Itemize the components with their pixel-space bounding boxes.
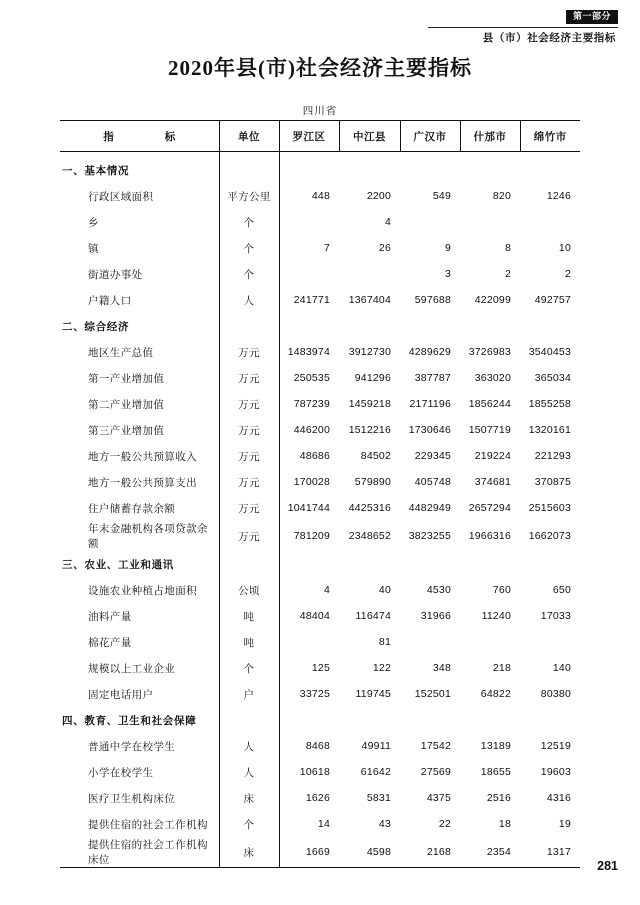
value-cell: 1041744 (287, 502, 330, 514)
unit-cell: 人 (219, 287, 279, 313)
indicator-label: 提供住宿的社会工作机构床位 (60, 837, 219, 867)
value-cell: 116474 (355, 610, 391, 622)
value-cell: 19 (558, 818, 571, 830)
value-cell: 405748 (414, 476, 451, 488)
value-cell: 218 (492, 662, 511, 674)
table-row (60, 469, 580, 495)
unit-cell: 平方公里 (219, 183, 279, 209)
unit-cell: 个 (219, 655, 279, 681)
table-row (60, 209, 580, 235)
value-cell: 170028 (293, 476, 330, 488)
value-cell (400, 707, 460, 733)
indicator-label: 地方一般公共预算支出 (60, 469, 219, 495)
value-cell: 941296 (354, 372, 391, 384)
value-cell: 1512216 (348, 424, 391, 436)
unit-cell: 人 (219, 733, 279, 759)
value-cell: 1855258 (528, 398, 571, 410)
indicator-label: 普通中学在校学生 (60, 733, 219, 759)
indicator-label: 设施农业种植占地面积 (60, 577, 219, 603)
table-section-row (60, 152, 580, 184)
section-label: 一、基本情况 (60, 152, 219, 184)
value-cell (460, 209, 520, 235)
indicator-label: 街道办事处 (60, 261, 219, 287)
indicator-label: 提供住宿的社会工作机构 (60, 811, 219, 837)
part-badge: 第一部分 (566, 10, 618, 24)
value-cell (279, 313, 339, 339)
value-cell: 40 (378, 584, 391, 596)
value-cell: 579890 (354, 476, 391, 488)
unit-cell: 吨 (219, 603, 279, 629)
indicator-label: 乡 (60, 209, 219, 235)
value-cell: 2516 (486, 792, 511, 804)
unit-cell: 吨 (219, 629, 279, 655)
value-cell: 2515603 (528, 502, 571, 514)
table-row (60, 837, 580, 867)
value-cell: 2171196 (409, 398, 451, 410)
value-cell: 9 (444, 242, 451, 254)
table-header (60, 121, 580, 152)
section-label: 二、综合经济 (60, 313, 219, 339)
column-header-guanghan: 广汉市 (400, 121, 460, 152)
table-row (60, 339, 580, 365)
value-cell: 781209 (293, 530, 330, 542)
table-section-row (60, 551, 580, 577)
value-cell: 1626 (305, 792, 330, 804)
value-cell: 17542 (420, 740, 451, 752)
table-row (60, 603, 580, 629)
value-cell (520, 152, 580, 184)
value-cell: 140 (552, 662, 571, 674)
value-cell: 17033 (540, 610, 571, 622)
value-cell: 1367404 (348, 294, 391, 306)
table-bottom-rule (60, 867, 580, 868)
value-cell: 2168 (426, 846, 451, 858)
page-number: 281 (597, 859, 618, 873)
column-header-luojiang: 罗江区 (279, 121, 339, 152)
section-label: 三、农业、工业和通讯 (60, 551, 219, 577)
value-cell: 84502 (360, 450, 391, 462)
value-cell: 152501 (414, 688, 451, 700)
value-cell: 1662073 (528, 530, 571, 542)
indicator-label: 地区生产总值 (60, 339, 219, 365)
value-cell (279, 152, 339, 184)
value-cell: 18 (498, 818, 511, 830)
value-cell: 26 (378, 242, 391, 254)
value-cell: 8468 (305, 740, 330, 752)
unit-cell: 个 (219, 235, 279, 261)
value-cell: 229345 (414, 450, 451, 462)
indicator-label: 固定电话用户 (60, 681, 219, 707)
value-cell: 1669 (305, 846, 330, 858)
table-row (60, 183, 580, 209)
unit-cell: 万元 (219, 469, 279, 495)
unit-cell (219, 707, 279, 733)
value-cell: 387787 (414, 372, 451, 384)
value-cell (460, 152, 520, 184)
value-cell (339, 313, 400, 339)
value-cell: 1730646 (408, 424, 451, 436)
section-label: 四、教育、卫生和社会保障 (60, 707, 219, 733)
value-cell (400, 152, 460, 184)
value-cell: 48686 (299, 450, 330, 462)
value-cell: 8 (504, 242, 511, 254)
indicator-label: 规模以上工业企业 (60, 655, 219, 681)
value-cell (339, 707, 400, 733)
value-cell: 1246 (546, 190, 571, 202)
running-head-rule (428, 27, 618, 28)
value-cell: 125 (311, 662, 330, 674)
value-cell: 2354 (486, 846, 511, 858)
indicator-label: 医疗卫生机构床位 (60, 785, 219, 811)
value-cell: 12519 (540, 740, 571, 752)
unit-cell: 万元 (219, 495, 279, 521)
indicator-label: 第一产业增加值 (60, 365, 219, 391)
value-cell (460, 551, 520, 577)
value-cell (279, 551, 339, 577)
value-cell (339, 551, 400, 577)
indicator-label: 户籍人口 (60, 287, 219, 313)
value-cell: 27569 (420, 766, 451, 778)
table-row (60, 733, 580, 759)
value-cell: 1317 (546, 846, 571, 858)
table-section-row (60, 313, 580, 339)
value-cell: 820 (492, 190, 511, 202)
table-row (60, 521, 580, 551)
value-cell: 4598 (366, 846, 391, 858)
indicator-label: 第三产业增加值 (60, 417, 219, 443)
unit-cell: 万元 (219, 391, 279, 417)
value-cell: 33725 (299, 688, 330, 700)
value-cell: 48404 (299, 610, 330, 622)
unit-cell: 个 (219, 811, 279, 837)
value-cell: 250535 (293, 372, 330, 384)
value-cell: 80380 (540, 688, 571, 700)
unit-cell: 万元 (219, 521, 279, 551)
value-cell (400, 209, 460, 235)
page-title: 2020年县(市)社会经济主要指标 (168, 56, 472, 80)
table-row (60, 629, 580, 655)
value-cell (400, 313, 460, 339)
value-cell: 2 (504, 268, 511, 280)
table-body (60, 152, 580, 868)
running-head (60, 10, 618, 44)
value-cell: 3823255 (408, 530, 451, 542)
table-row (60, 443, 580, 469)
value-cell: 7 (323, 242, 330, 254)
value-cell: 119745 (355, 688, 391, 700)
table-header-row (60, 121, 580, 152)
value-cell (520, 313, 580, 339)
indicator-label: 第二产业增加值 (60, 391, 219, 417)
value-cell (279, 629, 339, 655)
value-cell: 448 (311, 190, 330, 202)
value-cell: 1459218 (348, 398, 391, 410)
table-row (60, 287, 580, 313)
column-header-mianzhu: 绵竹市 (520, 121, 580, 152)
value-cell (520, 707, 580, 733)
value-cell (279, 707, 339, 733)
value-cell: 365034 (534, 372, 571, 384)
value-cell (400, 629, 460, 655)
value-cell: 241771 (293, 294, 330, 306)
value-cell: 10 (558, 242, 571, 254)
value-cell: 348 (432, 662, 451, 674)
value-cell: 18655 (480, 766, 511, 778)
value-cell: 43 (378, 818, 391, 830)
value-cell: 221293 (534, 450, 571, 462)
value-cell: 2348652 (348, 530, 391, 542)
table-row (60, 655, 580, 681)
table-section-row (60, 707, 580, 733)
unit-cell: 万元 (219, 339, 279, 365)
value-cell: 1507719 (468, 424, 511, 436)
table-row (60, 759, 580, 785)
value-cell (520, 209, 580, 235)
value-cell (279, 261, 339, 287)
value-cell (400, 551, 460, 577)
value-cell: 10618 (299, 766, 330, 778)
indicator-label: 行政区域面积 (60, 183, 219, 209)
indicator-label: 住户储蓄存款余额 (60, 495, 219, 521)
value-cell: 4289629 (408, 346, 451, 358)
indicator-label: 年末金融机构各项贷款余额 (60, 521, 219, 551)
value-cell: 219224 (474, 450, 511, 462)
value-cell: 31966 (420, 610, 451, 622)
value-cell: 760 (492, 584, 511, 596)
value-cell: 1856244 (468, 398, 511, 410)
value-cell: 3540453 (528, 346, 571, 358)
table-row (60, 681, 580, 707)
province-subtitle: 四川省 (302, 105, 338, 117)
value-cell: 4425316 (348, 502, 391, 514)
statistics-table-container (60, 120, 580, 868)
unit-cell (219, 313, 279, 339)
unit-cell (219, 152, 279, 184)
value-cell: 3726983 (468, 346, 511, 358)
unit-cell: 床 (219, 785, 279, 811)
value-cell: 4375 (426, 792, 451, 804)
indicator-label: 小学在校学生 (60, 759, 219, 785)
value-cell: 81 (378, 636, 391, 648)
value-cell: 787239 (293, 398, 330, 410)
value-cell: 11240 (481, 610, 511, 622)
value-cell (339, 261, 400, 287)
unit-cell: 万元 (219, 417, 279, 443)
table-row (60, 495, 580, 521)
table-row (60, 417, 580, 443)
value-cell: 370875 (534, 476, 571, 488)
value-cell: 597688 (414, 294, 451, 306)
value-cell: 64822 (480, 688, 511, 700)
table-row (60, 365, 580, 391)
value-cell: 5831 (366, 792, 391, 804)
column-header-zhongjiang: 中江县 (339, 121, 400, 152)
value-cell: 363020 (474, 372, 511, 384)
value-cell (520, 629, 580, 655)
value-cell: 1320161 (528, 424, 571, 436)
table-row (60, 785, 580, 811)
value-cell: 4 (384, 216, 391, 228)
indicator-label: 棉花产量 (60, 629, 219, 655)
unit-cell: 万元 (219, 443, 279, 469)
column-header-shifang: 什邡市 (460, 121, 520, 152)
unit-cell: 公顷 (219, 577, 279, 603)
value-cell: 122 (372, 662, 391, 674)
value-cell (460, 707, 520, 733)
running-head-title: 县（市）社会经济主要指标 (482, 32, 616, 44)
value-cell: 4530 (426, 584, 451, 596)
indicator-label: 镇 (60, 235, 219, 261)
value-cell: 49911 (361, 740, 391, 752)
table-row (60, 391, 580, 417)
value-cell: 1966316 (468, 530, 511, 542)
value-cell: 650 (552, 584, 571, 596)
value-cell: 2 (564, 268, 571, 280)
value-cell: 14 (317, 818, 330, 830)
value-cell: 549 (432, 190, 451, 202)
value-cell (460, 629, 520, 655)
value-cell: 1483974 (287, 346, 330, 358)
table-row (60, 577, 580, 603)
unit-cell (219, 551, 279, 577)
value-cell: 61642 (360, 766, 391, 778)
unit-cell: 户 (219, 681, 279, 707)
column-header-indicator: 指 标 (60, 121, 219, 152)
table-row (60, 811, 580, 837)
value-cell: 422099 (474, 294, 511, 306)
value-cell: 3912730 (348, 346, 391, 358)
value-cell: 446200 (293, 424, 330, 436)
indicator-label: 油料产量 (60, 603, 219, 629)
unit-cell: 个 (219, 209, 279, 235)
value-cell: 19603 (540, 766, 571, 778)
table-row (60, 235, 580, 261)
value-cell (279, 209, 339, 235)
value-cell: 3 (444, 268, 451, 280)
column-header-unit: 单位 (219, 121, 279, 152)
value-cell: 2200 (366, 190, 391, 202)
statistics-table (60, 120, 580, 867)
indicator-label: 地方一般公共预算收入 (60, 443, 219, 469)
table-row (60, 261, 580, 287)
unit-cell: 床 (219, 837, 279, 867)
value-cell: 492757 (534, 294, 571, 306)
value-cell: 22 (438, 818, 451, 830)
value-cell: 374681 (474, 476, 511, 488)
value-cell: 2657294 (468, 502, 511, 514)
value-cell (460, 313, 520, 339)
value-cell: 13189 (480, 740, 511, 752)
value-cell (520, 551, 580, 577)
unit-cell: 人 (219, 759, 279, 785)
value-cell: 4482949 (408, 502, 451, 514)
value-cell: 4 (323, 584, 330, 596)
unit-cell: 万元 (219, 365, 279, 391)
unit-cell: 个 (219, 261, 279, 287)
value-cell: 4316 (546, 792, 571, 804)
value-cell (339, 152, 400, 184)
